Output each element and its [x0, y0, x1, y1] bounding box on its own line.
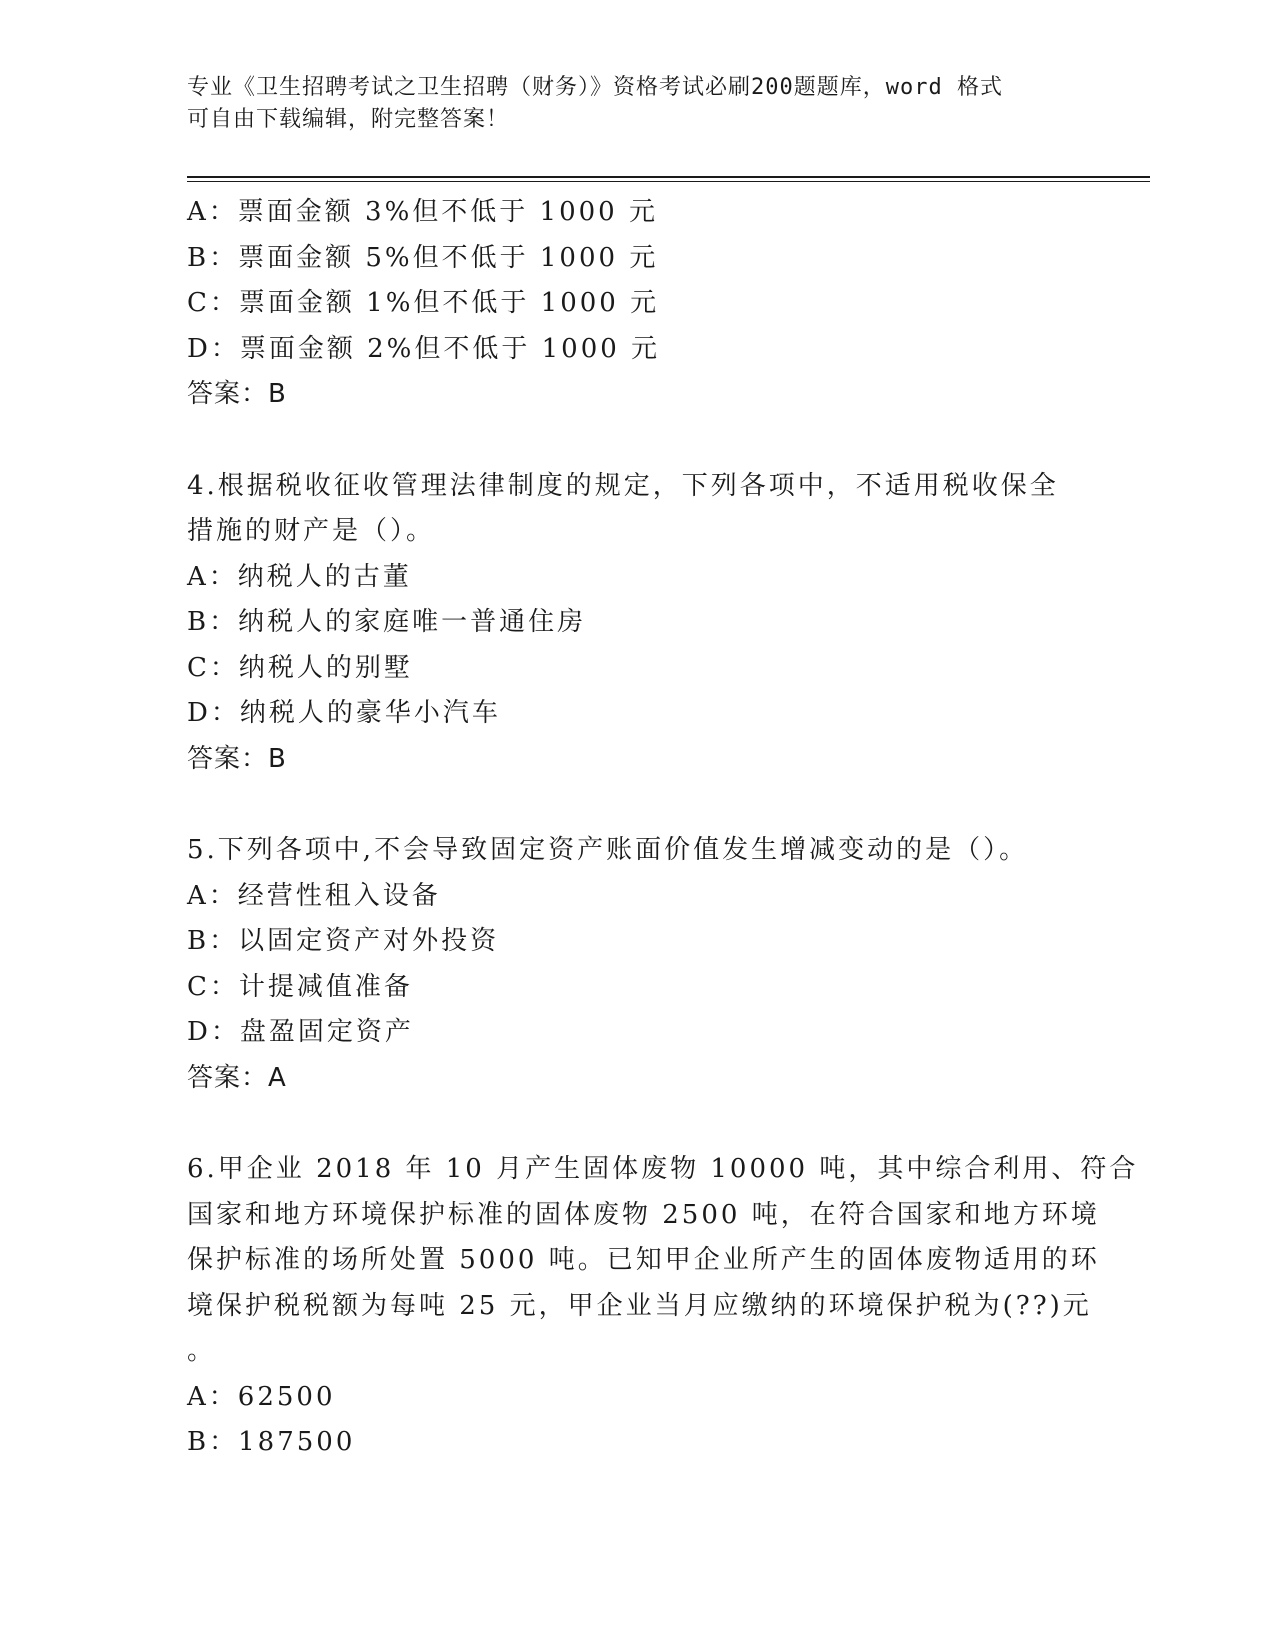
question-stem: 保护标准的场所处置 5000 吨。已知甲企业所产生的固体废物适用的环	[187, 1245, 1100, 1275]
question-stem: 。	[187, 1336, 217, 1366]
header-rule-thin	[187, 181, 1150, 182]
question-stem: 4.根据税收征收管理法律制度的规定，下列各项中，不适用税收保全	[187, 470, 1059, 501]
option-c: C：计提减值准备	[187, 971, 413, 1002]
option-d: D：盘盈固定资产	[187, 1017, 414, 1047]
question-stem: 5.下列各项中,不会导致固定资产账面价值发生增减变动的是（）。	[187, 835, 1029, 865]
answer: 答案：B	[187, 743, 287, 774]
question-stem: 国家和地方环境保护标准的固体废物 2500 吨，在符合国家和地方环境	[187, 1199, 1100, 1230]
question-4	[187, 464, 1067, 783]
option-c: C：纳税人的别墅	[187, 652, 413, 683]
question-stem: 6.甲企业 2018 年 10 月产生固体废物 10000 吨，其中综合利用、符合	[187, 1154, 1139, 1184]
option-a: A：纳税人的古董	[187, 561, 412, 592]
answer: 答案：B	[187, 379, 287, 409]
question-3	[187, 190, 1067, 418]
question-5	[187, 828, 1067, 1101]
option-b: B：票面金额 5%但不低于 1000 元	[187, 242, 659, 273]
header-rule-thick	[187, 176, 1150, 178]
question-6	[187, 1147, 1139, 1466]
option-a: A：经营性租入设备	[187, 880, 441, 911]
question-stem: 境保护税税额为每吨 25 元，甲企业当月应缴纳的环境保护税为(??)元	[187, 1290, 1092, 1321]
option-d: D：纳税人的豪华小汽车	[187, 698, 501, 728]
header-line-1: 专业《卫生招聘考试之卫生招聘（财务）》资格考试必刷200题题库，word 格式	[187, 75, 1003, 100]
option-a: A：票面金额 3%但不低于 1000 元	[187, 197, 658, 227]
option-c: C：票面金额 1%但不低于 1000 元	[187, 288, 660, 318]
option-b: B：以固定资产对外投资	[187, 926, 500, 956]
option-d: D：票面金额 2%但不低于 1000 元	[187, 333, 661, 364]
option-b: B：187500	[187, 1427, 356, 1457]
document-header	[187, 72, 1067, 136]
question-stem: 措施的财产是（）。	[187, 516, 436, 546]
header-line-2: 可自由下载编辑，附完整答案！	[187, 107, 510, 132]
question-list	[187, 190, 1139, 1466]
spacer	[187, 1101, 1067, 1147]
option-b: B：纳税人的家庭唯一普通住房	[187, 607, 587, 637]
answer: 答案：A	[187, 1062, 287, 1093]
option-a: A：62500	[187, 1381, 336, 1412]
spacer	[187, 418, 1067, 464]
spacer	[187, 782, 1067, 828]
